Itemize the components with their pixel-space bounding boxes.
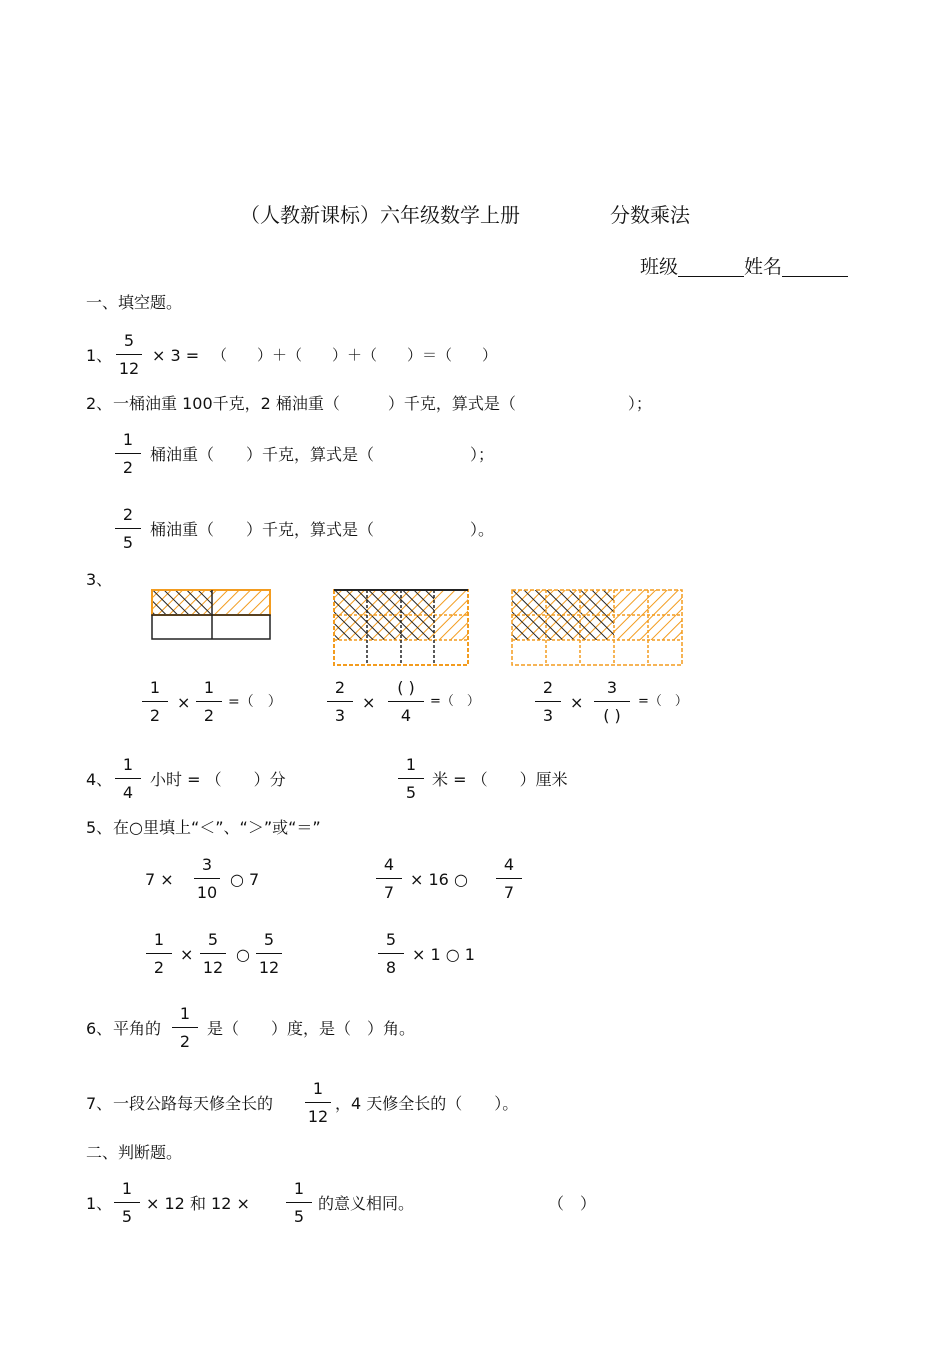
q7-pre: 一段公路每天修全长的 [113, 1094, 274, 1113]
q3-expr1-frac-a: 1 2 [140, 680, 170, 726]
q5b-fraction: 4 7 [374, 857, 404, 903]
q6-post[interactable]: 是（ ）度，是（ ）角。 [207, 1019, 416, 1038]
q2-number: 2、 [86, 394, 113, 413]
j1-number: 1、 [86, 1194, 113, 1213]
section-true-false-title: 二、判断题。 [86, 1143, 183, 1162]
q4-meters-to-cm[interactable]: 米 = （ ）厘米 [432, 770, 568, 789]
student-info [640, 258, 848, 277]
q1-fraction: 5 12 [114, 333, 144, 379]
q2-line3[interactable]: 桶油重（ ）千克，算式是（ ）。 [150, 520, 495, 539]
j1-middle: × 12 和 12 × [146, 1194, 250, 1213]
q3-expr1-frac-b: 1 2 [194, 680, 224, 726]
q5c-fraction3: 5 12 [254, 932, 284, 978]
q3-expr1-times: × [177, 693, 191, 712]
j1-answer-blank[interactable]: （ ） [548, 1194, 597, 1213]
q3-expr2-frac-b[interactable]: ( ) 4 [386, 680, 426, 726]
q5-instruction: 在○里填上“＜”、“＞”或“＝” [113, 818, 321, 837]
class-blank[interactable] [678, 258, 744, 277]
q5b-compare[interactable]: × 16 ○ [410, 870, 468, 889]
q3-expr2-times: × [362, 693, 376, 712]
class-label: 班级 [640, 256, 679, 278]
q7-fraction: 1 12 [303, 1081, 333, 1127]
q5c-times: × [180, 945, 194, 964]
q6-number: 6、 [86, 1019, 113, 1038]
q1-number: 1、 [86, 346, 113, 365]
q2-line1[interactable]: 一桶油重 100千克，2 桶油重（ ）千克，算式是（ ）； [113, 394, 652, 413]
q5a-compare[interactable]: ○ 7 [230, 870, 260, 889]
page-title: （人教新课标）六年级数学上册 [240, 203, 520, 227]
diagram-two-thirds-of-quarters [332, 588, 472, 668]
q2-fraction-half: 1 2 [113, 432, 143, 478]
name-blank[interactable] [782, 258, 848, 277]
q4-hours-to-minutes[interactable]: 小时 = （ ）分 [150, 770, 286, 789]
q5a-fraction: 3 10 [192, 857, 222, 903]
diagram-two-thirds-of-fifths [510, 588, 686, 668]
q5c-circle[interactable]: ○ [236, 945, 250, 964]
q3-expr2-frac-a: 2 3 [325, 680, 355, 726]
q3-expr3-frac-a: 2 3 [533, 680, 563, 726]
q2-fraction-two-fifths: 2 5 [113, 507, 143, 553]
section-fill-in-title: 一、填空题。 [86, 293, 183, 312]
j1-post: 的意义相同。 [318, 1194, 415, 1213]
q1-blanks[interactable]: （ ）＋（ ）＋（ ）＝（ ） [212, 346, 498, 364]
q3-number: 3、 [86, 570, 113, 589]
q3-expr1-answer[interactable]: =（ ） [228, 694, 282, 710]
q2-line2[interactable]: 桶油重（ ）千克，算式是（ ）； [150, 445, 495, 464]
q3-expr3-frac-b[interactable]: 3 ( ) [592, 680, 632, 726]
q3-expr3-times: × [570, 693, 584, 712]
q7-post[interactable]: ，4 天修全长的（ ）。 [335, 1094, 519, 1113]
q4-number: 4、 [86, 770, 113, 789]
q3-expr2-answer[interactable]: =（ ） [430, 694, 480, 709]
q7-number: 7、 [86, 1094, 113, 1113]
q4-fraction-fifth: 1 5 [396, 757, 426, 803]
q5d-fraction: 5 8 [376, 932, 406, 978]
q1-expression: × 3 = [152, 346, 200, 365]
q6-fraction: 1 2 [170, 1006, 200, 1052]
q5-number: 5、 [86, 818, 113, 837]
q5d-compare[interactable]: × 1 ○ 1 [412, 945, 475, 964]
q4-fraction-quarter: 1 4 [113, 757, 143, 803]
q5a-left: 7 × [145, 870, 174, 889]
q6-pre: 平角的 [113, 1019, 162, 1038]
q5c-fraction: 1 2 [144, 932, 174, 978]
q5b-fraction2: 4 7 [494, 857, 524, 903]
name-label: 姓名 [744, 256, 783, 278]
j1-fraction2: 1 5 [284, 1181, 314, 1227]
j1-fraction: 1 5 [112, 1181, 142, 1227]
q5c-fraction2: 5 12 [198, 932, 228, 978]
page-subtitle: 分数乘法 [610, 203, 690, 227]
diagram-half-of-half [150, 588, 275, 643]
q3-expr3-answer[interactable]: =（ ） [638, 694, 688, 709]
